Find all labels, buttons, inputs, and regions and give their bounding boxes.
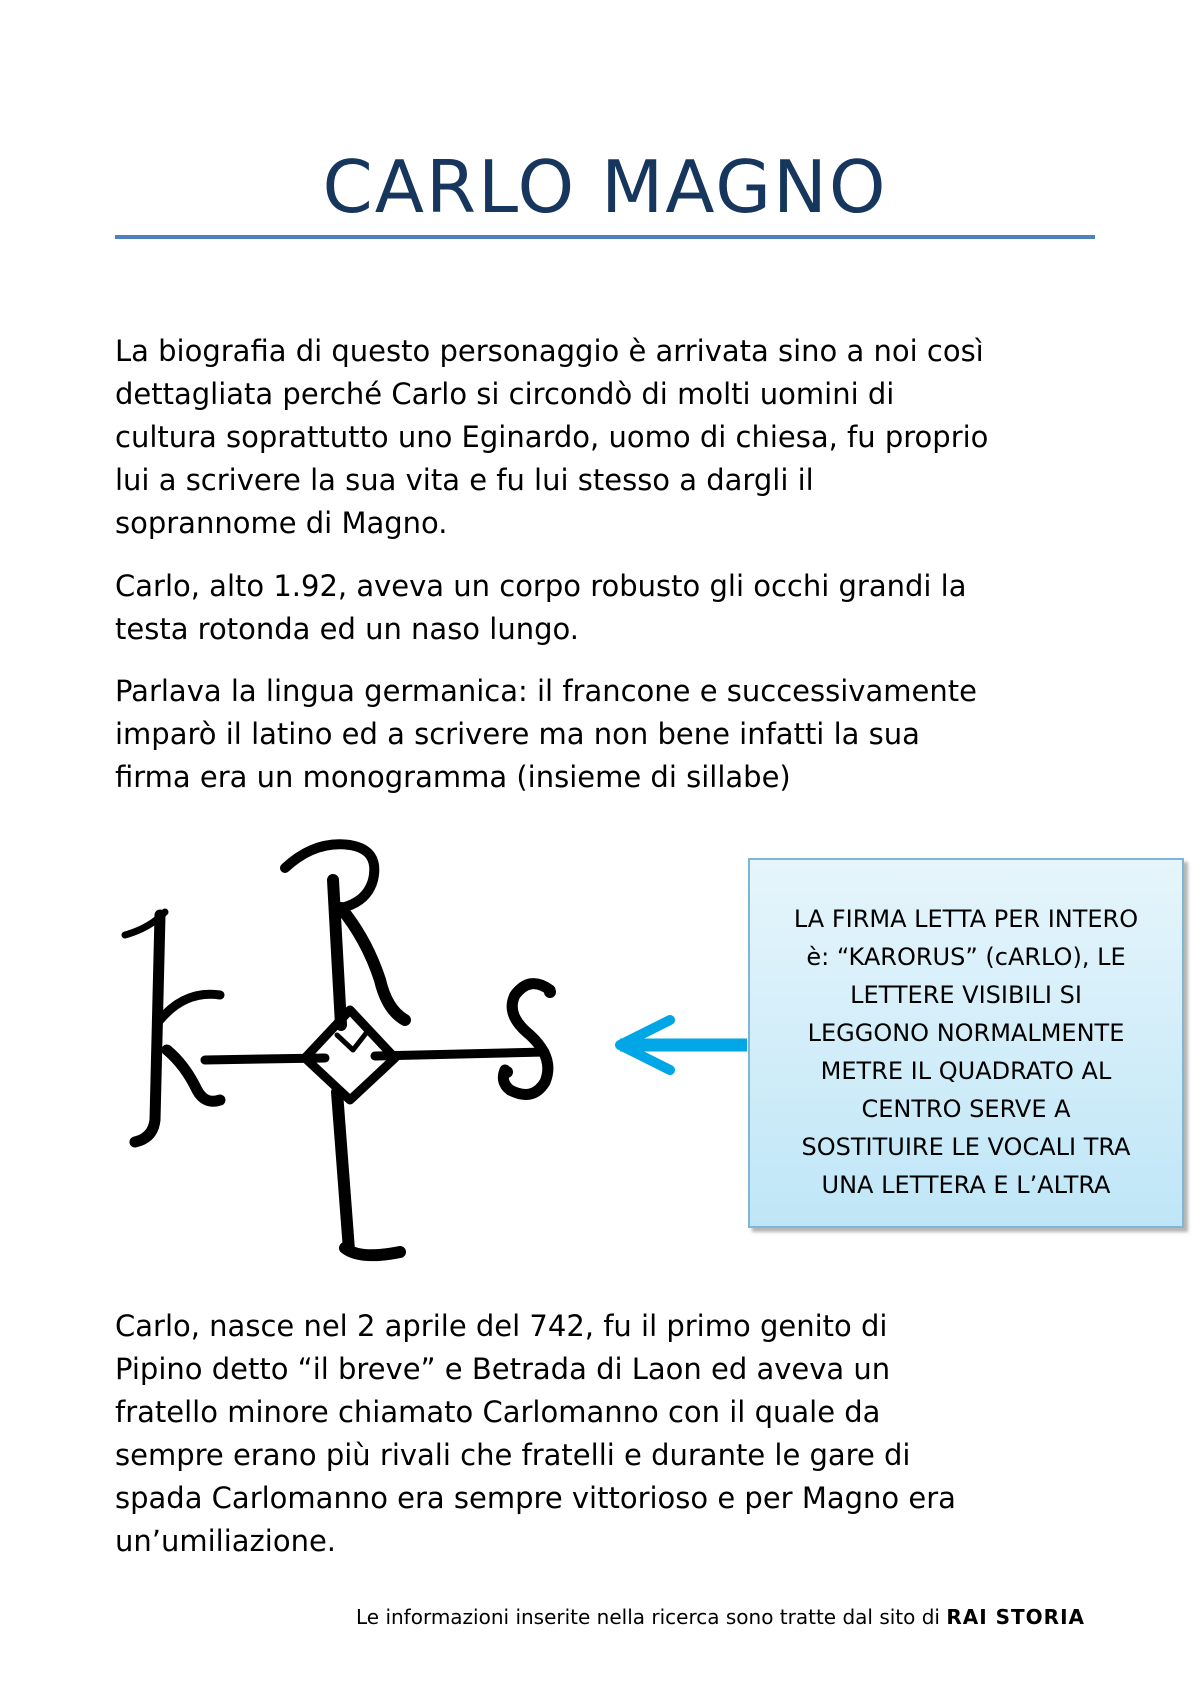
text-line: cultura soprattutto uno Eginardo, uomo di chiesa, fu proprio [115,420,989,454]
text-line: fratello minore chiamato Carlomanno con il quale da [115,1395,881,1429]
callout-line: è: “KARORUS” (cARLO), LE [806,943,1126,971]
text-line: un’umiliazione. [115,1524,337,1558]
paragraph-birth-family [115,1305,1105,1563]
text-line: imparò il latino ed a scrivere ma non bene infatti la sua [115,717,920,751]
text-line: soprannome di Magno. [115,506,448,540]
callout-line: LETTERE VISIBILI SI [850,981,1082,1009]
paragraph-biography [115,330,1105,545]
footer-text: Le informazioni inserite nella ricerca sono tratte dal sito di [355,1605,947,1629]
text-line: Carlo, nasce nel 2 aprile del 742, fu il primo genito di [115,1309,888,1343]
footer-source-name: RAI STORIA [946,1605,1085,1629]
signature-explanation-callout [748,858,1184,1228]
monogram-signature-image [105,820,625,1280]
text-line: firma era un monogramma (insieme di sillabe) [115,760,791,794]
text-line: Carlo, alto 1.92, aveva un corpo robusto gli occhi grandi la [115,569,967,603]
callout-line: LA FIRMA LETTA PER INTERO [793,905,1139,933]
callout-line: LEGGONO NORMALMENTE [807,1019,1125,1047]
paragraph-appearance [115,565,1105,651]
callout-text [762,900,1170,1204]
callout-line: METRE IL QUADRATO AL [820,1057,1112,1085]
text-line: sempre erano più rivali che fratelli e durante le gare di [115,1438,911,1472]
text-line: La biografia di questo personaggio è arrivata sino a noi così [115,334,984,368]
text-line: spada Carlomanno era sempre vittorioso e per Magno era [115,1481,956,1515]
callout-line: CENTRO SERVE A [861,1095,1071,1123]
text-line: Pipino detto “il breve” e Betrada di Laon ed aveva un [115,1352,891,1386]
callout-line: SOSTITUIRE LE VOCALI TRA [801,1133,1131,1161]
text-line: Parlava la lingua germanica: il francone e successivamente [115,674,977,708]
arrow-left-icon [612,1012,752,1078]
text-line: testa rotonda ed un naso lungo. [115,612,579,646]
text-line: lui a scrivere la sua vita e fu lui stesso a dargli il [115,463,814,497]
callout-line: UNA LETTERA E L’ALTRA [821,1171,1111,1199]
page-title: CARLO MAGNO [322,145,888,229]
text-line: dettagliata perché Carlo si circondò di molti uomini di [115,377,895,411]
title-underline [115,235,1095,239]
paragraph-language [115,670,1105,799]
footer-source-note [115,1604,1085,1630]
